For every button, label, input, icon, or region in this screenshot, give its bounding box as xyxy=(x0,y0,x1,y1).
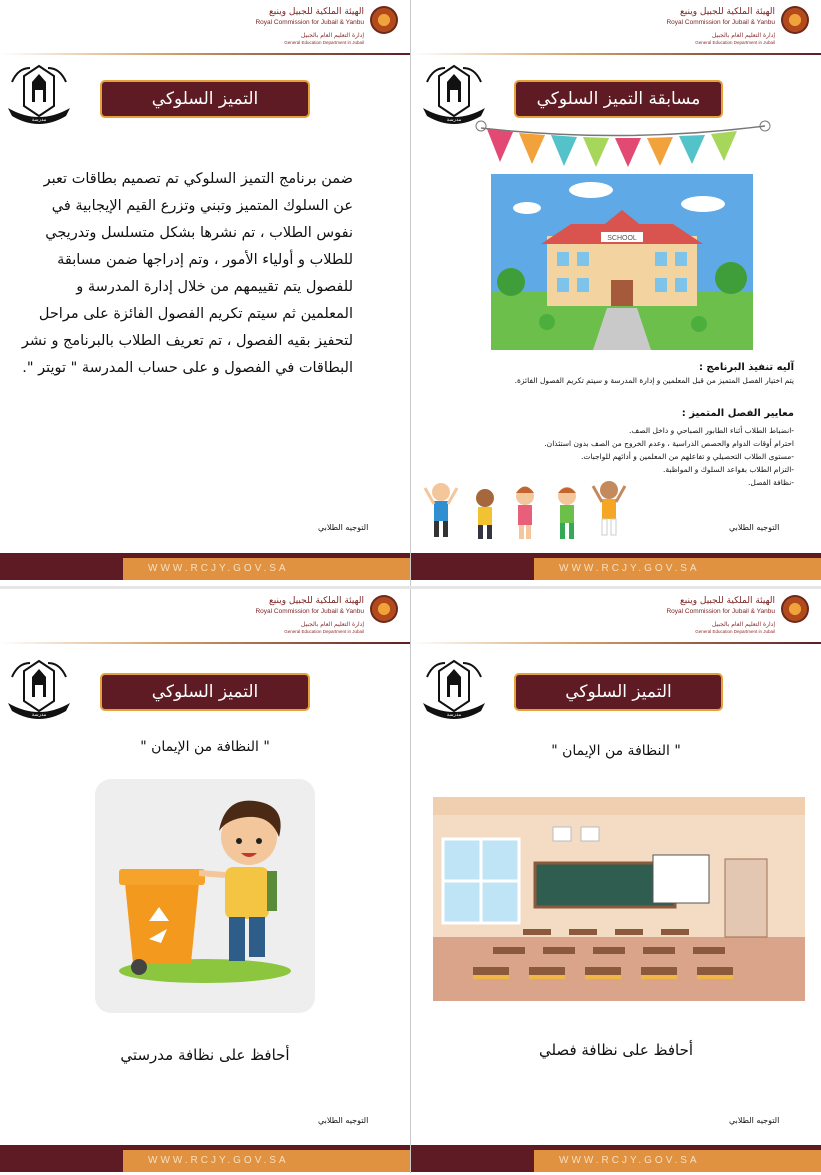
dept-name-arabic: إدارة التعليم العام بالجبيل xyxy=(711,32,775,39)
criteria-item: -انضباط الطلاب أثناء الطابور الصباحي و داخل الصف. xyxy=(629,426,794,435)
signature: التوجيه الطلابي xyxy=(729,523,780,532)
org-header xyxy=(248,4,398,52)
quote-text: " النظافة من الإيمان " xyxy=(140,739,270,755)
signature: التوجيه الطلابي xyxy=(729,1116,780,1125)
org-name-english: Royal Commission for Jubail & Yanbu xyxy=(666,608,775,615)
rcjy-logo-icon xyxy=(370,6,398,34)
org-name-arabic: الهيئة الملكية للجبيل وينبع xyxy=(679,7,775,17)
page-title: التميز السلوكي xyxy=(514,673,723,711)
header-rule xyxy=(411,53,821,55)
school-crest-icon xyxy=(4,657,74,721)
signature: التوجيه الطلابي xyxy=(318,1116,369,1125)
dept-name-english: General Education Department in Jubail xyxy=(284,40,364,45)
program-description: ضمن برنامج التميز السلوكي تم تصميم بطاقات تعبر عن السلوك المتميز وتبني وتزرع القيم الإيجابية في نفوس الطلاب ، تم نشرها بشكل متسلسل وتدريجي للطلاب و أولياء الأمور ، وتم إدراجها ضمن مسابقة للفصول يتم تقييمهم من خلال إدارة المدرسة و المعلمين ثم سيتم تكريم الفصول الفائزة على مراحل لتحفيز بقيه الفصول ، تم تعريف الطلاب بالبرنامج و نشر البطاقات في الفصول و على حساب المدرسة " تويتر ". xyxy=(21,171,353,376)
svg-text:مدرسة: مدرسة xyxy=(31,712,47,718)
svg-text:مدرسة: مدرسة xyxy=(446,117,462,123)
org-name-english: Royal Commission for Jubail & Yanbu xyxy=(255,19,364,26)
header-rule xyxy=(0,642,410,644)
dept-name-english: General Education Department in Jubail xyxy=(695,40,775,45)
dept-name-arabic: إدارة التعليم العام بالجبيل xyxy=(300,621,364,628)
criteria-item: احترام أوقات الدوام والحصص الدراسية ، وعدم الخروج من الصف بدون استئذان. xyxy=(544,439,794,448)
classroom-illustration xyxy=(433,797,805,1001)
org-name-english: Royal Commission for Jubail & Yanbu xyxy=(255,608,364,615)
boy-recycling-illustration xyxy=(95,779,315,1013)
rcjy-logo-icon xyxy=(781,595,809,623)
page-bottom-right xyxy=(411,589,821,1175)
page-title: التميز السلوكي xyxy=(100,80,310,118)
mechanism-heading: آليه تنفيذ البرنامج : xyxy=(698,362,794,373)
children-illustration xyxy=(421,478,641,548)
org-name-arabic: الهيئة الملكية للجبيل وينبع xyxy=(679,596,775,606)
page-top-left xyxy=(0,0,410,586)
caption-text: أحافظ على نظافة مدرستي xyxy=(120,1046,290,1064)
svg-text:مدرسة: مدرسة xyxy=(31,117,47,123)
dept-name-arabic: إدارة التعليم العام بالجبيل xyxy=(711,621,775,628)
footer-bar xyxy=(0,558,410,580)
org-header xyxy=(659,593,809,641)
dept-name-english: General Education Department in Jubail xyxy=(284,629,364,634)
footer-url: WWW.RCJY.GOV.SA xyxy=(559,563,700,574)
svg-text:SCHOOL: SCHOOL xyxy=(607,235,637,242)
header-rule xyxy=(411,642,821,644)
bunting-illustration xyxy=(473,118,773,178)
footer-url: WWW.RCJY.GOV.SA xyxy=(148,1155,289,1166)
caption-text: أحافظ على نظافة فصلي xyxy=(538,1041,694,1059)
header-rule xyxy=(0,53,410,55)
quote-text: " النظافة من الإيمان " xyxy=(551,743,681,759)
footer-bar xyxy=(0,1150,410,1172)
signature: التوجيه الطلابي xyxy=(318,523,369,532)
page-title: مسابقة التميز السلوكي xyxy=(514,80,723,118)
dept-name-arabic: إدارة التعليم العام بالجبيل xyxy=(300,32,364,39)
page-bottom-left xyxy=(0,589,410,1175)
org-name-english: Royal Commission for Jubail & Yanbu xyxy=(666,19,775,26)
org-header xyxy=(659,4,809,52)
footer-bar xyxy=(411,1150,821,1172)
footer-url: WWW.RCJY.GOV.SA xyxy=(148,563,289,574)
page-top-right xyxy=(411,0,821,586)
footer-url: WWW.RCJY.GOV.SA xyxy=(559,1155,700,1166)
school-crest-icon xyxy=(419,62,489,126)
mechanism-text: يتم اختيار الفصل المتميز من قبل المعلمين و إدارة المدرسة و سيتم تكريم الفصول الفائزة. xyxy=(514,376,794,385)
criteria-item: -نظافة الفصل. xyxy=(748,478,794,487)
criteria-item: -مستوى الطلاب التحصيلي و تفاعلهم من المعلمين و أدائهم للواجبات. xyxy=(581,452,794,461)
criteria-heading: معايير الفصل المتميز : xyxy=(681,408,794,419)
criteria-item: -التزام الطلاب بقواعد السلوك و المواظبة. xyxy=(663,465,794,474)
org-name-arabic: الهيئة الملكية للجبيل وينبع xyxy=(268,596,364,606)
school-crest-icon xyxy=(419,657,489,721)
svg-text:مدرسة: مدرسة xyxy=(446,712,462,718)
dept-name-english: General Education Department in Jubail xyxy=(695,629,775,634)
page-title: التميز السلوكي xyxy=(100,673,310,711)
rcjy-logo-icon xyxy=(781,6,809,34)
org-name-arabic: الهيئة الملكية للجبيل وينبع xyxy=(268,7,364,17)
org-header xyxy=(248,593,398,641)
school-crest-icon xyxy=(4,62,74,126)
rcjy-logo-icon xyxy=(370,595,398,623)
footer-bar xyxy=(411,558,821,580)
school-illustration xyxy=(491,174,753,350)
